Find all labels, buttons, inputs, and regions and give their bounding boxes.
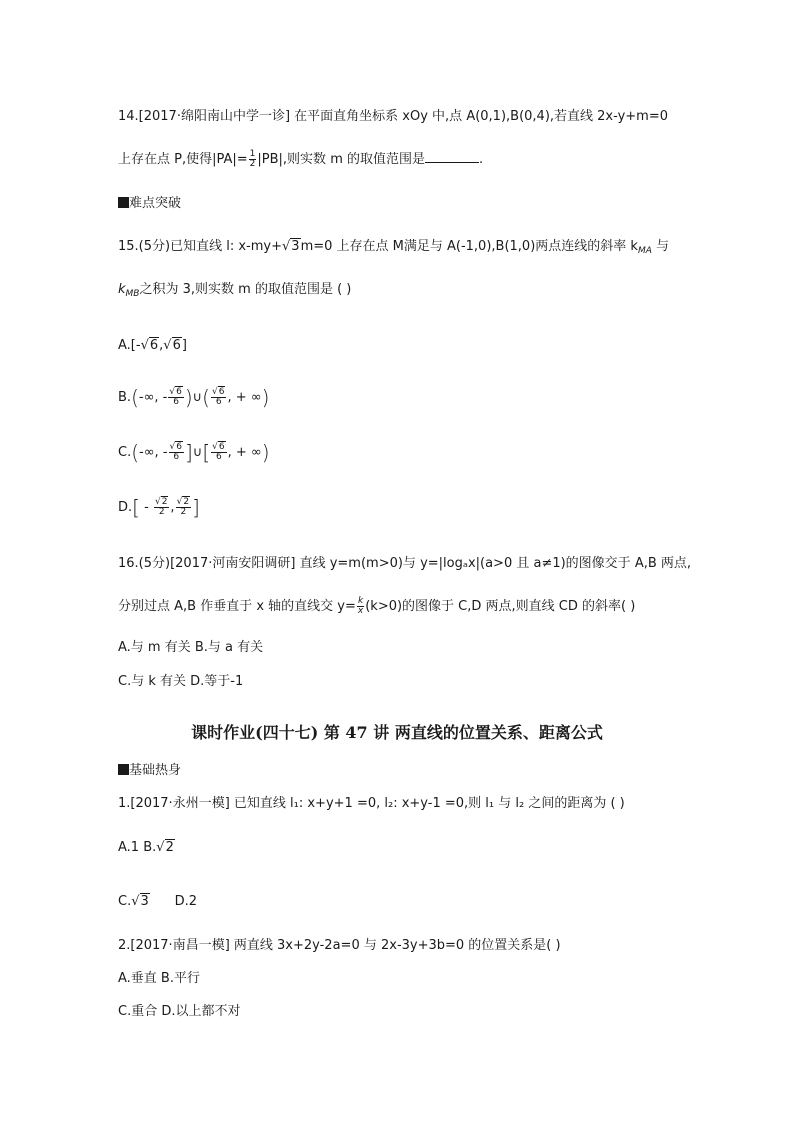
paren-close-icon: ) — [261, 440, 270, 465]
section-hard-heading — [118, 195, 181, 213]
q14-line-2 — [118, 150, 483, 169]
q15-frac-num: 2 — [161, 497, 168, 507]
q16-options-1[interactable]: A.与 m 有关 B.与 a 有关 — [118, 640, 264, 655]
q1-opt-d: D.2 — [149, 894, 198, 909]
q1-sqrt2 — [156, 839, 175, 857]
q2-options-2[interactable]: C.重合 D.以上都不对 — [118, 1004, 241, 1019]
q15-opt-b-label: B. — [118, 390, 132, 405]
radical-icon: √ — [211, 387, 218, 397]
minus-sign: - — [139, 500, 153, 515]
paren-close-icon: ) — [261, 385, 270, 410]
q14-line-2-pre: 上存在点 P,使得|PA|= — [118, 152, 248, 167]
q15-opt-d-frac-2 — [176, 498, 191, 517]
q1-sqrt3 — [131, 893, 150, 911]
q15-line-1 — [118, 238, 669, 260]
q14-line-1: 14.[2017·绵阳南山中学一诊] 在平面直角坐标系 xOy 中,点 A(0,1),B(0,4),若直线 2x-y+m=0 — [118, 109, 668, 124]
q15-frac-den: 6 — [173, 397, 179, 407]
q15-frac-num: 6 — [176, 387, 182, 397]
radical-icon: √ — [163, 338, 172, 353]
q15-option-a[interactable] — [118, 337, 187, 355]
paren-open-icon: ( — [131, 385, 139, 410]
radical-icon: √ — [212, 442, 218, 452]
q15-frac-den: 6 — [173, 452, 180, 462]
q15-sqrt3-arg: 3 — [291, 239, 300, 254]
radical-icon: √ — [131, 894, 140, 909]
q15-frac-num: 6 — [176, 442, 182, 452]
q15-opt-a-mid: , — [159, 338, 164, 353]
q15-line-1-c: 与 — [651, 239, 669, 254]
q15-option-d[interactable] — [118, 495, 200, 520]
paren-open-icon: ( — [202, 385, 210, 410]
q15-opt-b-pos-inf: , + ∞ — [227, 390, 262, 405]
q15-sqrt3 — [282, 238, 301, 256]
q15-opt-c-union: ∪ — [192, 445, 203, 460]
q16-line-2-pre: 分别过点 A,B 作垂直于 x 轴的直线交 y= — [118, 599, 356, 614]
q14-frac-den: 2 — [249, 159, 256, 169]
bracket-close-icon: ] — [185, 440, 193, 465]
q16-options-2[interactable]: C.与 k 有关 D.等于-1 — [118, 674, 244, 689]
radical-icon: √ — [154, 497, 161, 507]
q15-frac-den: 2 — [158, 507, 165, 517]
section-basic-heading — [118, 762, 181, 780]
q16-line-2 — [118, 597, 635, 616]
q15-opt-d-frac-1 — [154, 498, 169, 517]
q14-fraction — [249, 150, 257, 169]
q15-k: k — [118, 282, 126, 297]
q15-opt-d-label: D. — [118, 500, 133, 515]
q14-line-2-end: . — [479, 152, 484, 167]
square-bullet-icon — [118, 764, 129, 775]
radical-icon: √ — [176, 497, 183, 507]
paren-close-icon: ) — [184, 385, 193, 410]
q15-sub-mb: MB — [125, 289, 140, 299]
q15-opt-c-label: C. — [118, 445, 132, 460]
radical-icon: √ — [169, 387, 176, 397]
q15-sqrt-arg: 6 — [172, 338, 181, 353]
q1-opt-c: C. — [118, 894, 132, 909]
bracket-close-icon: ] — [192, 495, 200, 520]
q2-line-1: 2.[2017·南昌一模] 两直线 3x+2y-2a=0 与 2x-3y+3b=0 的位置关系是( ) — [118, 938, 561, 953]
bracket-open-icon: [ — [132, 495, 140, 520]
lesson-title: 课时作业(四十七) 第 47 讲 两直线的位置关系、距离公式 — [191, 723, 603, 742]
q1-opt-ab: A.1 B. — [118, 840, 157, 855]
q15-frac-den: 6 — [216, 452, 222, 462]
q14-line-2-post: |PB|,则实数 m 的取值范围是 — [257, 152, 425, 167]
q15-line-2-text: 之积为 3,则实数 m 的取值范围是 ( ) — [139, 282, 352, 297]
q16-line-2-post: (k>0)的图像于 C,D 两点,则直线 CD 的斜率( ) — [365, 599, 636, 614]
square-bullet-icon — [118, 197, 129, 208]
q2-options-1[interactable]: A.垂直 B.平行 — [118, 971, 200, 986]
section-hard-label: 难点突破 — [129, 196, 182, 211]
radical-icon: √ — [156, 840, 165, 855]
q1-sqrt2-arg: 2 — [165, 840, 174, 855]
comma: , — [170, 500, 175, 515]
q15-opt-c-frac-1 — [169, 443, 184, 462]
q15-line-1-a: 15.(5分)已知直线 l: x-my+ — [118, 239, 282, 254]
q15-opt-b-frac-1 — [168, 388, 183, 407]
radical-icon: √ — [140, 338, 149, 353]
q15-opt-b-neg-inf: -∞, - — [138, 390, 168, 405]
q15-frac-den: 6 — [215, 397, 222, 407]
bracket-open-icon: [ — [202, 440, 211, 465]
q1-line-1: 1.[2017·永州一模] 已知直线 l₁: x+y+1 =0, l₂: x+y-1 =0,则 l₁ 与 l₂ 之间的距离为 ( ) — [118, 796, 625, 811]
q15-opt-c-neg-inf: -∞, - — [139, 445, 168, 460]
q15-opt-c-frac-2 — [211, 443, 226, 462]
q15-sqrt-arg: 6 — [149, 338, 159, 353]
q15-sub-ma: MA — [637, 246, 652, 256]
q15-frac-num: 6 — [218, 387, 225, 397]
q1-sqrt3-arg: 3 — [140, 894, 149, 909]
q14-answer-blank[interactable] — [425, 150, 479, 163]
paren-open-icon: ( — [131, 440, 140, 465]
q15-opt-a-pre: A.[- — [118, 338, 141, 353]
q15-frac-den: 2 — [180, 507, 187, 517]
q15-option-c[interactable] — [118, 440, 270, 465]
q16-line-1: 16.(5分)[2017·河南安阳调研] 直线 y=m(m>0)与 y=|logₐx|(a>0 且 a≠1)的图像交于 A,B 两点, — [118, 556, 692, 571]
q15-opt-a-post: ] — [181, 338, 187, 353]
q15-opt-a-sqrt6-2 — [163, 337, 182, 355]
radical-icon: √ — [169, 442, 176, 452]
section-basic-label: 基础热身 — [129, 763, 182, 778]
q16-fraction — [357, 597, 364, 616]
radical-icon: √ — [281, 239, 291, 254]
q15-line-1-b: m=0 上存在点 M满足与 A(-1,0),B(1,0)两点连线的斜率 k — [300, 239, 638, 254]
q15-frac-num: 6 — [218, 442, 225, 452]
q15-opt-b-frac-2 — [211, 388, 226, 407]
q1-options-2[interactable] — [118, 893, 197, 911]
q15-line-2 — [118, 281, 351, 303]
q15-opt-a-sqrt6-1 — [141, 337, 160, 355]
q15-frac-num: 2 — [183, 497, 190, 507]
q16-frac-num: k — [357, 596, 364, 606]
q15-option-b[interactable] — [118, 385, 270, 410]
q15-opt-c-pos-inf: , + ∞ — [227, 445, 262, 460]
q16-frac-den: x — [357, 606, 364, 616]
q1-options-1[interactable] — [118, 839, 175, 857]
q14-frac-num: 1 — [249, 149, 256, 159]
q15-opt-b-union: ∪ — [192, 390, 203, 405]
